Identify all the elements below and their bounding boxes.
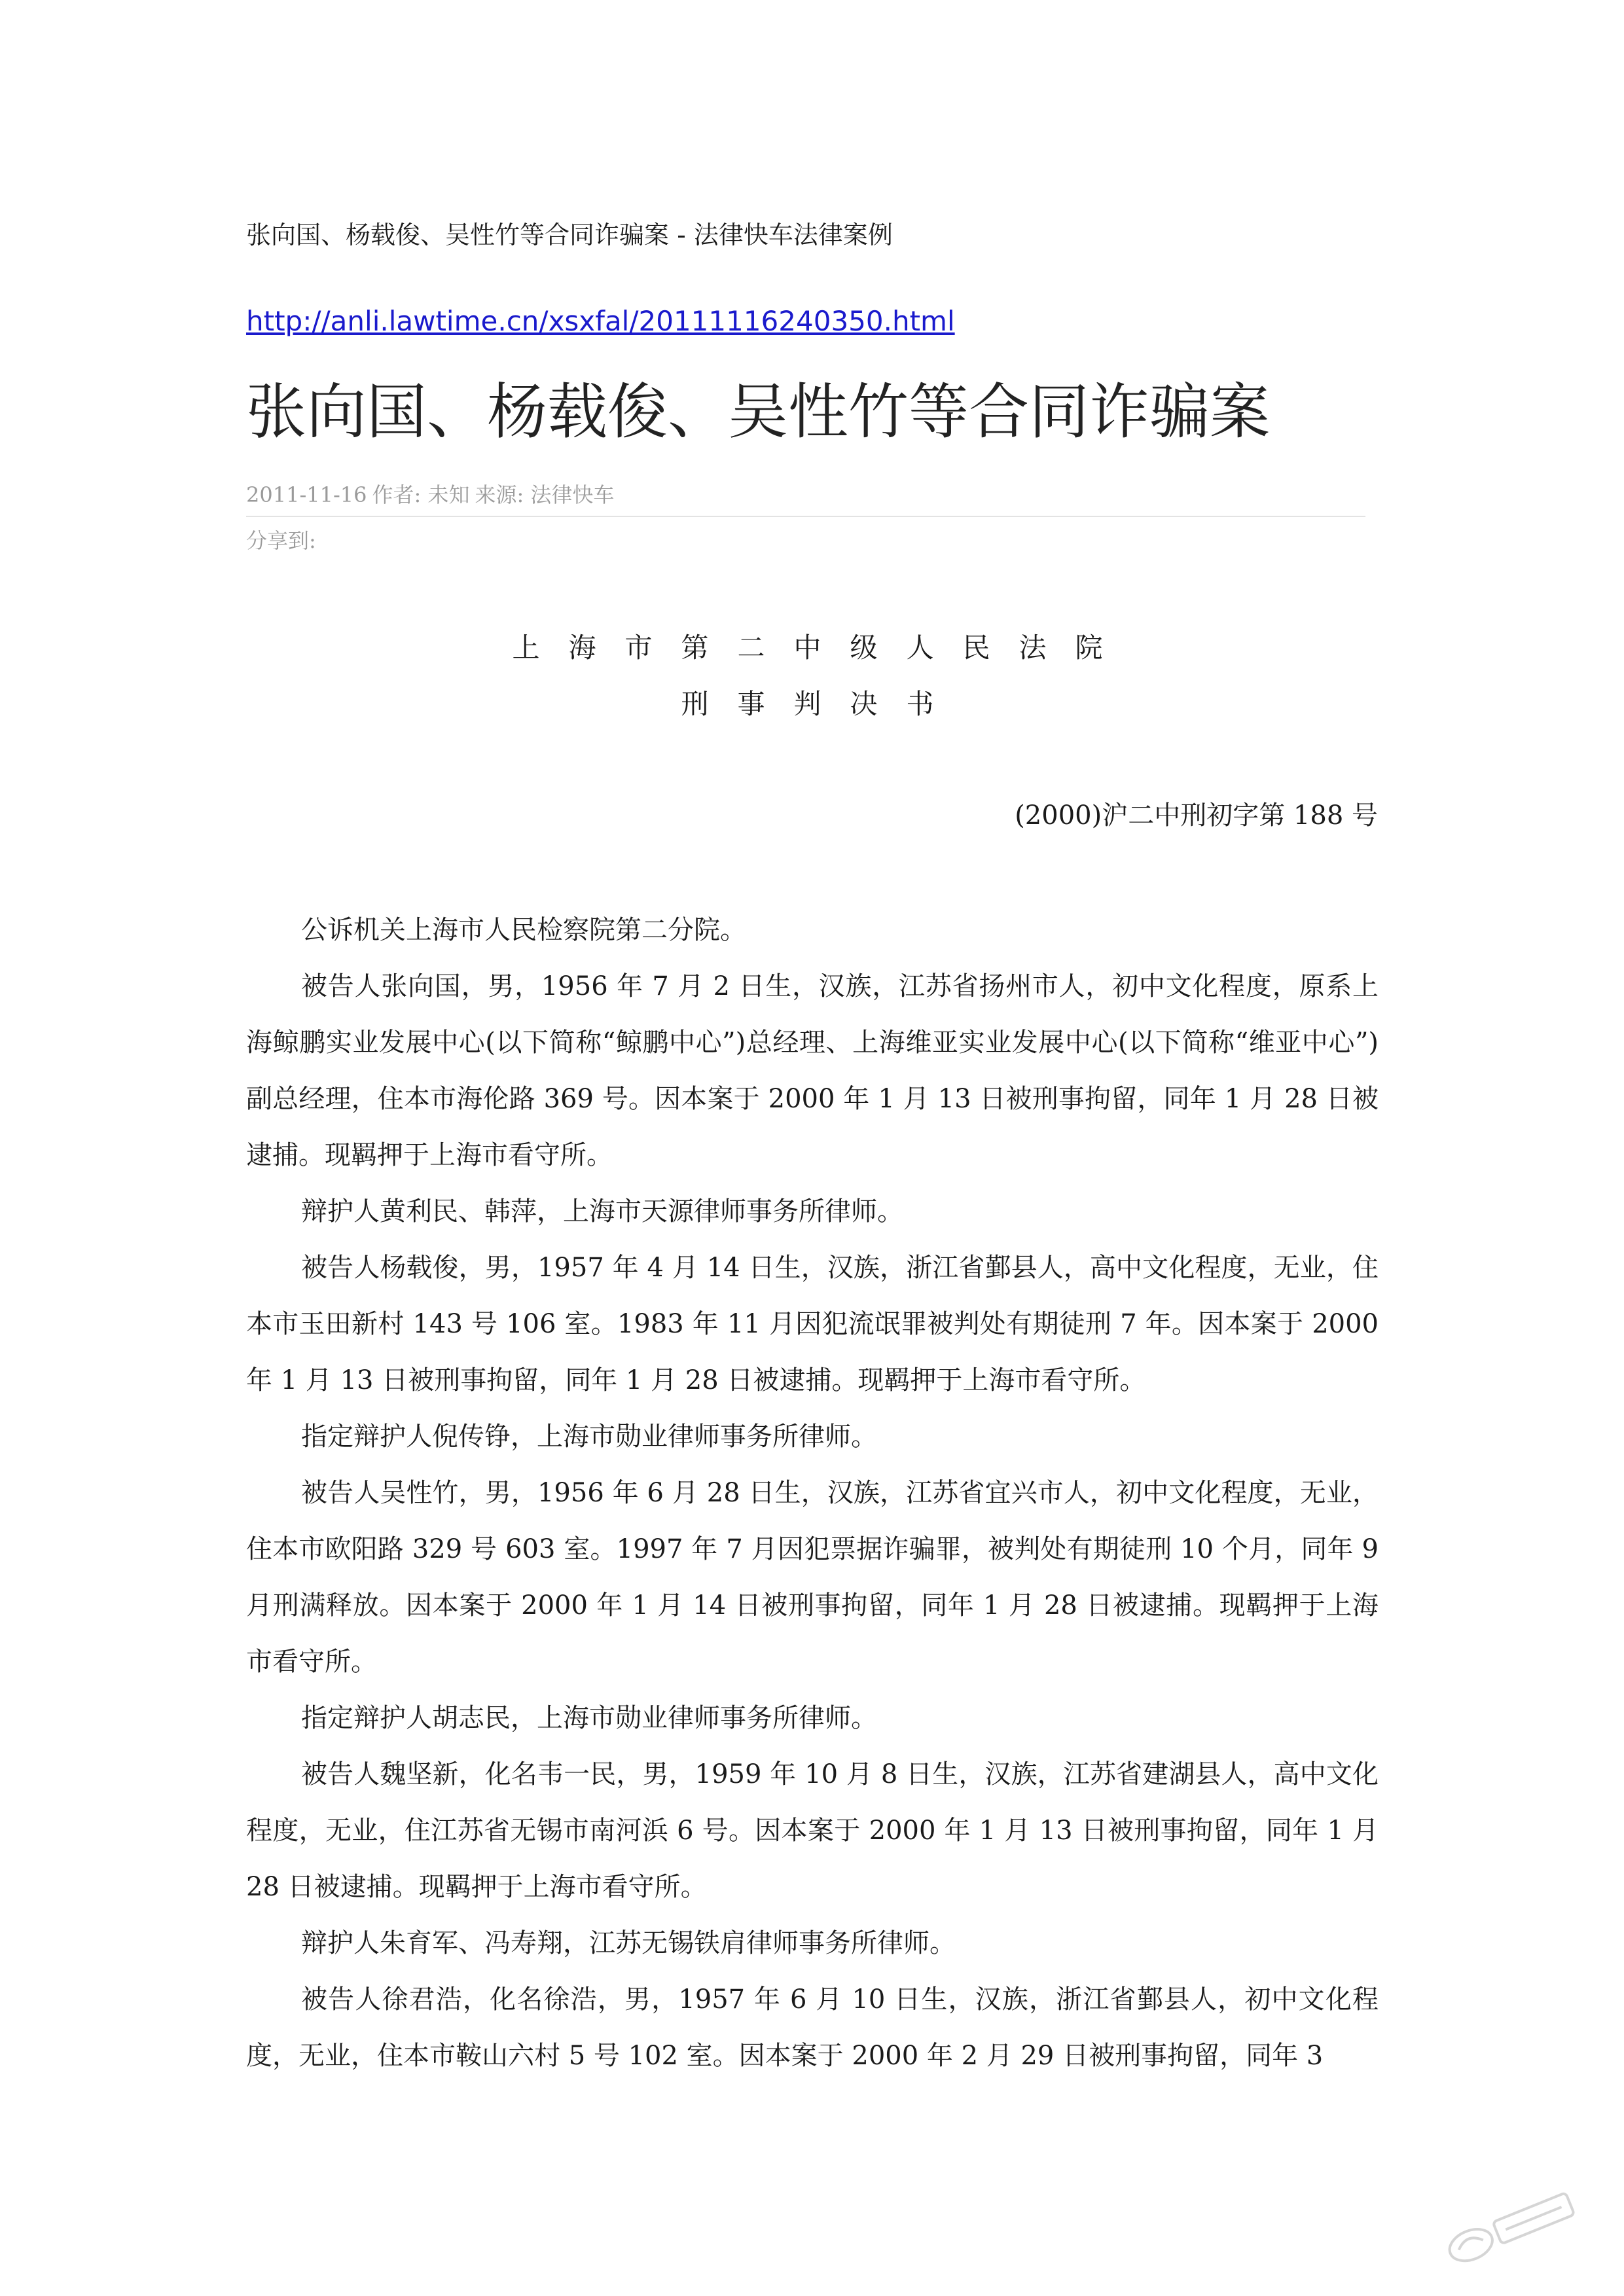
judgment-body: [246, 902, 1379, 2084]
paragraph: 公诉机关上海市人民检察院第二分院。: [301, 915, 746, 945]
paragraph: 辩护人朱育军、冯寿翔，江苏无锡铁肩律师事务所律师。: [301, 1928, 956, 1958]
paragraph: 被告人张向国，男，1956 年 7 月 2 日生，汉族，江苏省扬州市人，初中文化程度，原系上海鲸鹏实业发展中心(以下简称“鲸鹏中心”)总经理、上海维亚实业发展中心(以下简称“维亚中心”)副总经理，住本市海伦路 369 号。因本案于 2000 年 1 月 13 日被刑事拘留，同年 1 月 28 日被逮捕。现羁押于上海市看守所。: [246, 971, 1379, 1170]
article-meta: [246, 480, 619, 509]
meta-divider: [246, 516, 1365, 517]
court-name: 上海市第二中级人民法院: [512, 632, 1132, 664]
paragraph: 被告人吴性竹，男，1956 年 6 月 28 日生，汉族，江苏省宜兴市人，初中文化程度，无业，住本市欧阳路 329 号 603 室。1997 年 7 月因犯票据诈骗罪，被判处有期徒刑 10 个月，同年 9 月刑满释放。因本案于 2000 年 1 月 14 日被刑事拘留，同年 1 月 28 日被逮捕。现羁押于上海市看守所。: [246, 1478, 1379, 1677]
article-author: 作者: 未知: [372, 482, 470, 507]
source-url-link[interactable]: http://anli.lawtime.cn/xsxfal/20111116240350.html: [246, 305, 955, 337]
case-number: (2000)沪二中刑初字第 188 号: [1015, 800, 1378, 831]
document-header-title: 张向国、杨载俊、吴性竹等合同诈骗案 - 法律快车法律案例: [246, 221, 893, 249]
paragraph: 辩护人黄利民、韩萍，上海市天源律师事务所律师。: [301, 1196, 903, 1227]
paragraph: 被告人魏坚新，化名韦一民，男，1959 年 10 月 8 日生，汉族，江苏省建湖县人，高中文化程度，无业，住江苏省无锡市南河浜 6 号。因本案于 2000 年 1 月 13 日被刑事拘留，同年 1 月 28 日被逮捕。现羁押于上海市看守所。: [246, 1759, 1379, 1902]
judgment-type: 刑事判决书: [681, 688, 963, 720]
article-title: 张向国、杨载俊、吴性竹等合同诈骗案: [246, 377, 1271, 447]
paragraph: 指定辩护人胡志民，上海市勋业律师事务所律师。: [301, 1703, 877, 1733]
paragraph: 被告人徐君浩，化名徐浩，男，1957 年 6 月 10 日生，汉族，浙江省鄞县人，初中文化程度，无业，住本市鞍山六村 5 号 102 室。因本案于 2000 年 2 月 29 日被刑事拘留，同年 3: [246, 1984, 1379, 2071]
article-source: 来源: 法律快车: [475, 482, 615, 507]
watermark-logo-icon: [1428, 2185, 1585, 2270]
paragraph: 指定辩护人倪传铮，上海市勋业律师事务所律师。: [301, 1422, 877, 1452]
paragraph: 被告人杨载俊，男，1957 年 4 月 14 日生，汉族，浙江省鄞县人，高中文化程度，无业，住本市玉田新村 143 号 106 室。1983 年 11 月因犯流氓罪被判处有期徒刑 7 年。因本案于 2000 年 1 月 13 日被刑事拘留，同年 1 月 28 日被逮捕。现羁押于上海市看守所。: [246, 1253, 1379, 1395]
share-label: 分享到:: [246, 528, 316, 553]
article-date: 2011-11-16: [246, 482, 367, 507]
